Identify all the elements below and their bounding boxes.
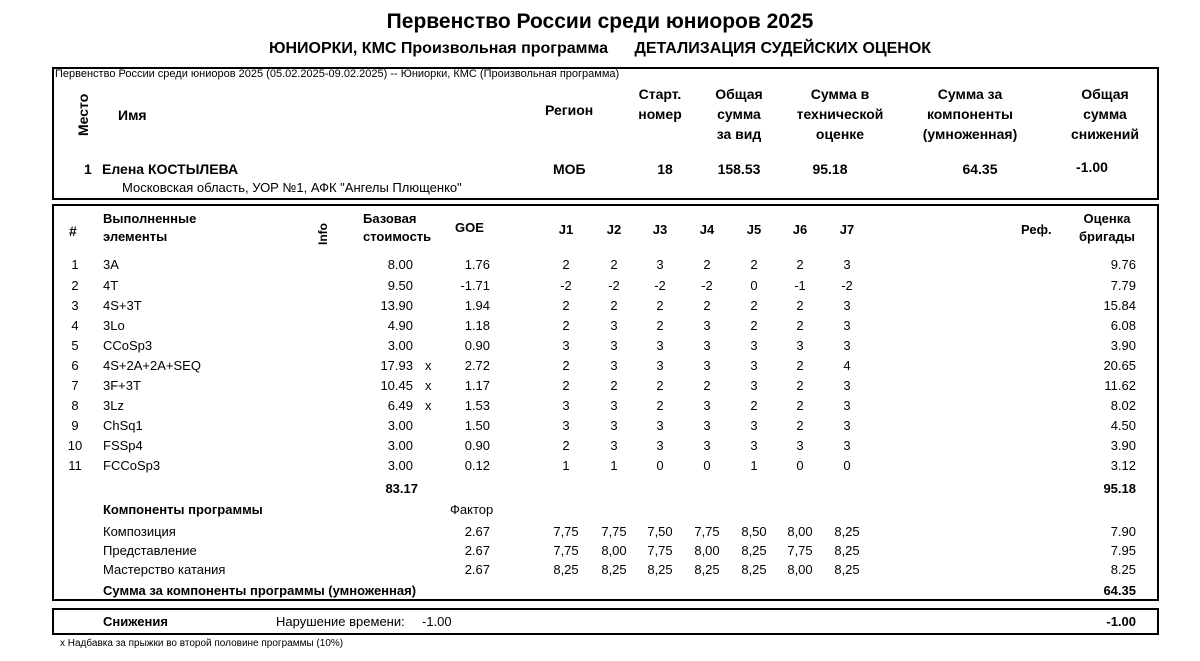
element-judge-score: 3 <box>610 318 618 333</box>
element-judge-score: 3 <box>656 257 664 272</box>
skater-pcs: 64.35 <box>962 161 998 177</box>
element-judge-score: 2 <box>656 298 664 313</box>
element-base-value: 3.00 <box>387 458 413 473</box>
element-judge-score: 3 <box>843 418 851 433</box>
col-header-num: # <box>69 223 77 239</box>
element-judge-score: 2 <box>703 298 711 313</box>
col-header-base: Базовая стоимость <box>363 211 432 244</box>
component-judge-score: 8,50 <box>741 524 767 539</box>
skater-club: Московская область, УОР №1, АФК "Ангелы Плющенко" <box>122 180 462 195</box>
element-name: 3Lo <box>103 318 125 333</box>
element-name: 4S+3T <box>103 298 142 313</box>
skater-total: 158.53 <box>717 161 761 177</box>
skater-tes: 95.18 <box>812 161 848 177</box>
component-judge-score: 7,75 <box>787 543 813 558</box>
element-judge-score: 3 <box>843 298 851 313</box>
element-base-value: 3.00 <box>387 438 413 453</box>
skater-deductions: -1.00 <box>1076 159 1108 175</box>
element-judge-score: 3 <box>703 358 711 373</box>
component-judge-score: 7,75 <box>601 524 627 539</box>
element-judge-score: 3 <box>843 438 851 453</box>
element-panel-score: 15.84 <box>1103 298 1136 313</box>
element-judge-score: 3 <box>703 338 711 353</box>
components-factor-label: Фактор <box>450 502 494 517</box>
element-judge-score: 2 <box>796 318 804 333</box>
judge-header-5: J5 <box>746 222 762 237</box>
element-name: 4T <box>103 278 119 293</box>
element-panel-score: 3.90 <box>1110 338 1136 353</box>
element-judge-score: 2 <box>562 298 570 313</box>
element-judge-score: 2 <box>562 438 570 453</box>
element-judge-score: 3 <box>610 338 618 353</box>
element-panel-score: 3.12 <box>1110 458 1136 473</box>
element-judge-score: 2 <box>562 358 570 373</box>
judge-header-6: J6 <box>792 222 808 237</box>
component-judge-score: 8,25 <box>834 543 860 558</box>
element-goe: 1.18 <box>464 318 490 333</box>
element-judge-score: 3 <box>656 438 664 453</box>
element-judge-score: 0 <box>750 278 758 293</box>
judge-header-4: J4 <box>699 222 715 237</box>
element-panel-score: 9.76 <box>1110 257 1136 272</box>
element-num: 3 <box>71 298 79 313</box>
element-judge-score: 3 <box>656 338 664 353</box>
element-judge-score: 3 <box>703 398 711 413</box>
element-judge-score: -2 <box>654 278 666 293</box>
element-judge-score: 3 <box>703 438 711 453</box>
element-base-value: 17.93 <box>380 358 413 373</box>
element-base-value: 6.49 <box>387 398 413 413</box>
col-header-info: Info <box>316 223 330 245</box>
skater-region: МОБ <box>553 161 586 177</box>
element-bonus-mark: x <box>425 398 432 413</box>
component-judge-score: 7,50 <box>647 524 673 539</box>
element-judge-score: 3 <box>562 418 570 433</box>
element-panel-score: 4.50 <box>1110 418 1136 433</box>
element-judge-score: 2 <box>796 358 804 373</box>
component-judge-score: 8,25 <box>553 562 579 577</box>
component-judge-score: 8,00 <box>601 543 627 558</box>
component-judge-score: 8,00 <box>787 562 813 577</box>
element-judge-score: -2 <box>841 278 853 293</box>
element-judge-score: 3 <box>610 358 618 373</box>
component-judge-score: 8,00 <box>787 524 813 539</box>
element-judge-score: 0 <box>843 458 851 473</box>
component-score: 8.25 <box>1110 562 1136 577</box>
element-num: 7 <box>71 378 79 393</box>
page-subtitle <box>0 40 1200 58</box>
element-goe: 0.90 <box>464 338 490 353</box>
component-factor: 2.67 <box>464 524 490 539</box>
element-judge-score: 3 <box>750 338 758 353</box>
element-panel-score: 11.62 <box>1104 378 1136 393</box>
element-judge-score: 3 <box>843 378 851 393</box>
element-judge-score: -2 <box>560 278 572 293</box>
element-num: 8 <box>71 398 79 413</box>
element-goe: 0.90 <box>464 438 490 453</box>
element-num: 11 <box>68 458 82 473</box>
element-judge-score: -1 <box>794 278 806 293</box>
element-judge-score: 3 <box>610 418 618 433</box>
components-sum-value: 64.35 <box>1103 583 1136 598</box>
element-judge-score: 3 <box>703 418 711 433</box>
judge-header-7: J7 <box>839 222 855 237</box>
element-goe: 1.94 <box>464 298 490 313</box>
header-start-no: Старт. номер <box>638 86 682 122</box>
element-judge-score: 3 <box>843 398 851 413</box>
col-header-goe: GOE <box>455 220 484 235</box>
component-judge-score: 8,25 <box>647 562 673 577</box>
element-judge-score: 0 <box>656 458 664 473</box>
element-base-value: 10.45 <box>380 378 413 393</box>
element-goe: 0.12 <box>464 458 490 473</box>
element-name: FSSp4 <box>103 438 143 453</box>
event-line: Первенство России среди юниоров 2025 (05.02.2025-09.02.2025) -- Юниорки, КМС (Произвольная программа) <box>55 68 620 80</box>
component-judge-score: 8,25 <box>741 543 767 558</box>
element-base-value: 8.00 <box>387 257 413 272</box>
header-region: Регион <box>545 102 594 118</box>
deductions-item-label: Нарушение времени: <box>276 614 405 629</box>
deductions-item-value: -1.00 <box>422 614 452 629</box>
element-goe: 1.53 <box>464 398 490 413</box>
element-num: 6 <box>71 358 79 373</box>
element-panel-score: 8.02 <box>1110 398 1136 413</box>
element-judge-score: 3 <box>656 418 664 433</box>
element-judge-score: 3 <box>610 398 618 413</box>
element-judge-score: 2 <box>796 398 804 413</box>
element-num: 10 <box>67 438 83 453</box>
subtitle-category: ЮНИОРКИ, КМС Произвольная программа <box>268 40 608 57</box>
element-base-value: 9.50 <box>387 278 413 293</box>
element-judge-score: 1 <box>750 458 758 473</box>
element-name: ChSq1 <box>103 418 143 433</box>
element-panel-score: 7.79 <box>1110 278 1136 293</box>
element-name: CCoSp3 <box>103 338 153 353</box>
element-judge-score: 0 <box>796 458 804 473</box>
element-judge-score: -2 <box>608 278 620 293</box>
element-judge-score: 3 <box>656 358 664 373</box>
element-name: 3A <box>103 257 119 272</box>
element-judge-score: 2 <box>656 378 664 393</box>
element-goe: 2.72 <box>464 358 490 373</box>
element-judge-score: 2 <box>610 257 618 272</box>
element-judge-score: 2 <box>750 398 758 413</box>
element-judge-score: 2 <box>656 398 664 413</box>
header-name: Имя <box>118 107 147 123</box>
element-judge-score: 3 <box>750 358 758 373</box>
element-panel-score: 20.65 <box>1103 358 1136 373</box>
element-judge-score: 2 <box>750 318 758 333</box>
judge-header-1: J1 <box>558 222 574 237</box>
component-judge-score: 8,25 <box>834 524 860 539</box>
deductions-box <box>52 608 1159 635</box>
element-judge-score: -2 <box>701 278 713 293</box>
element-judge-score: 3 <box>562 398 570 413</box>
judge-header-3: J3 <box>652 222 668 237</box>
component-score: 7.95 <box>1110 543 1136 558</box>
element-base-value: 13.90 <box>380 298 413 313</box>
element-judge-score: 2 <box>796 418 804 433</box>
element-name: 3Lz <box>103 398 124 413</box>
tes-total: 95.18 <box>1103 481 1136 496</box>
footnote: x Надбавка за прыжки во второй половине программы (10%) <box>60 638 344 649</box>
header-place: Место <box>75 93 91 136</box>
element-judge-score: 3 <box>796 338 804 353</box>
component-judge-score: 7,75 <box>694 524 720 539</box>
element-judge-score: 1 <box>610 458 618 473</box>
element-panel-score: 3.90 <box>1110 438 1136 453</box>
component-judge-score: 8,25 <box>694 562 720 577</box>
element-panel-score: 6.08 <box>1110 318 1136 333</box>
element-judge-score: 2 <box>703 378 711 393</box>
element-judge-score: 2 <box>703 257 711 272</box>
element-judge-score: 2 <box>562 257 570 272</box>
judge-header-2: J2 <box>606 222 622 237</box>
component-judge-score: 8,25 <box>601 562 627 577</box>
component-name: Представление <box>103 543 197 558</box>
components-sum-label: Сумма за компоненты программы (умноженная) <box>103 583 417 598</box>
element-goe: -1.71 <box>460 278 490 293</box>
element-judge-score: 2 <box>656 318 664 333</box>
element-name: 4S+2A+2A+SEQ <box>103 358 201 373</box>
element-goe: 1.17 <box>464 378 490 393</box>
component-judge-score: 7,75 <box>553 524 579 539</box>
deductions-total: -1.00 <box>1106 614 1136 629</box>
skater-start-no: 18 <box>657 161 673 177</box>
component-judge-score: 7,75 <box>647 543 673 558</box>
element-base-value: 4.90 <box>387 318 413 333</box>
component-judge-score: 8,25 <box>741 562 767 577</box>
element-judge-score: 2 <box>796 257 804 272</box>
element-judge-score: 3 <box>703 318 711 333</box>
element-judge-score: 1 <box>562 458 570 473</box>
element-base-value: 3.00 <box>387 338 413 353</box>
components-title: Компоненты программы <box>103 502 263 517</box>
header-pcs: Сумма за компоненты (умноженная) <box>922 86 1018 142</box>
element-name: FCCoSp3 <box>103 458 161 473</box>
element-num: 1 <box>71 257 79 272</box>
component-judge-score: 7,75 <box>553 543 579 558</box>
element-num: 5 <box>71 338 79 353</box>
element-judge-score: 2 <box>750 298 758 313</box>
element-judge-score: 3 <box>843 318 851 333</box>
component-judge-score: 8,00 <box>694 543 720 558</box>
element-judge-score: 2 <box>796 378 804 393</box>
element-judge-score: 3 <box>750 418 758 433</box>
element-judge-score: 0 <box>703 458 711 473</box>
element-judge-score: 3 <box>750 438 758 453</box>
element-judge-score: 4 <box>843 358 851 373</box>
page-title: Первенство России среди юниоров 2025 <box>386 10 814 33</box>
skater-name: Елена КОСТЫЛЕВА <box>102 161 239 177</box>
element-judge-score: 3 <box>843 257 851 272</box>
element-judge-score: 2 <box>610 378 618 393</box>
header-total: Общая сумма за вид <box>715 86 763 142</box>
element-judge-score: 2 <box>796 298 804 313</box>
col-header-score: Оценка бригады <box>1079 211 1135 244</box>
element-judge-score: 2 <box>750 257 758 272</box>
element-num: 4 <box>71 318 79 333</box>
element-judge-score: 2 <box>610 298 618 313</box>
component-name: Композиция <box>103 524 176 539</box>
element-bonus-mark: x <box>425 378 432 393</box>
element-judge-score: 2 <box>562 378 570 393</box>
element-num: 2 <box>71 278 79 293</box>
element-name: 3F+3T <box>103 378 141 393</box>
element-judge-score: 3 <box>610 438 618 453</box>
component-factor: 2.67 <box>464 543 490 558</box>
base-total: 83.17 <box>385 481 418 496</box>
component-score: 7.90 <box>1110 524 1136 539</box>
element-goe: 1.76 <box>464 257 490 272</box>
element-bonus-mark: x <box>425 358 432 373</box>
element-judge-score: 3 <box>843 338 851 353</box>
header-tes: Сумма в технической оценке <box>796 86 884 142</box>
element-judge-score: 2 <box>562 318 570 333</box>
component-factor: 2.67 <box>464 562 490 577</box>
component-name: Мастерство катания <box>103 562 226 577</box>
element-judge-score: 3 <box>750 378 758 393</box>
element-judge-score: 3 <box>796 438 804 453</box>
element-num: 9 <box>71 418 79 433</box>
element-goe: 1.50 <box>464 418 490 433</box>
skater-place: 1 <box>84 161 92 177</box>
deductions-label: Снижения <box>103 614 168 629</box>
element-base-value: 3.00 <box>387 418 413 433</box>
element-judge-score: 3 <box>562 338 570 353</box>
subtitle-report-type: ДЕТАЛИЗАЦИЯ СУДЕЙСКИХ ОЦЕНОК <box>634 40 932 57</box>
header-deductions: Общая сумма снижений <box>1070 86 1140 142</box>
col-header-ref: Реф. <box>1021 222 1052 237</box>
col-header-element: Выполненные элементы <box>103 211 197 244</box>
component-judge-score: 8,25 <box>834 562 860 577</box>
